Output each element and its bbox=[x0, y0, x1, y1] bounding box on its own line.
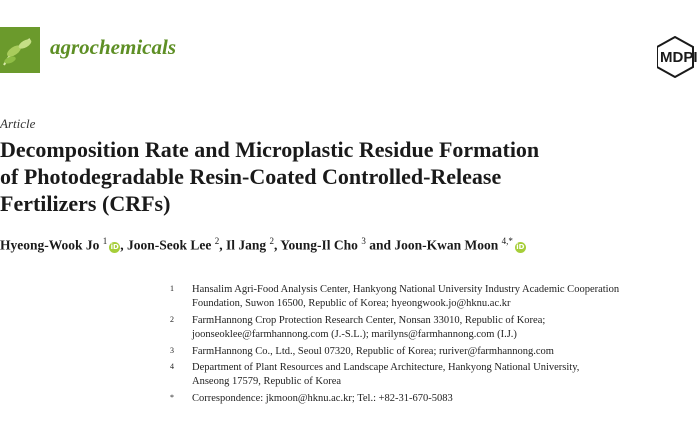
author-affiliation-marker: 2 bbox=[269, 236, 275, 246]
affiliation-number: * bbox=[170, 392, 174, 402]
author-name[interactable]: Joon-Kwan Moon bbox=[394, 237, 499, 253]
author-separator: and bbox=[365, 237, 395, 253]
title-line: of Photodegradable Resin-Coated Controlled-Release bbox=[0, 164, 502, 189]
publisher-logo[interactable] bbox=[657, 36, 700, 78]
affiliation-text: Anseong 17579, Republic of Korea bbox=[192, 376, 342, 388]
affiliation-list bbox=[170, 283, 695, 408]
title-line: Fertilizers (CRFs) bbox=[0, 191, 171, 216]
affiliation-text: FarmHannong Co., Ltd., Seoul 07320, Republic of Korea; ruriver@farmhannong.com bbox=[192, 345, 554, 357]
publisher-name: MDPI bbox=[660, 49, 698, 66]
title-line: Decomposition Rate and Microplastic Residue Formation bbox=[0, 137, 540, 162]
author-affiliation-marker: 3 bbox=[361, 236, 366, 246]
affiliation-text: FarmHannong Crop Protection Research Center, Nonsan 33010, Republic of Korea; bbox=[192, 314, 546, 326]
author-affiliation-marker: 2 bbox=[214, 236, 220, 246]
affiliation-number: 4 bbox=[170, 362, 174, 372]
author-separator: , bbox=[120, 237, 128, 253]
author-name[interactable]: Il Jang bbox=[226, 237, 267, 253]
author-name[interactable]: Hyeong-Wook Jo bbox=[0, 237, 100, 253]
journal-logo-icon bbox=[0, 27, 40, 73]
article-type-label: Article bbox=[0, 116, 36, 131]
journal-name[interactable]: agrochemicals bbox=[50, 35, 176, 59]
affiliation-text: Foundation, Suwon 16500, Republic of Korea; hyeongwook.jo@hknu.ac.kr bbox=[192, 298, 511, 310]
orcid-icon[interactable]: iD bbox=[110, 242, 119, 251]
affiliation-text: Department of Plant Resources and Landscape Architecture, Hankyong National University, bbox=[192, 362, 580, 374]
author-list bbox=[0, 236, 526, 254]
affiliation-number: 2 bbox=[170, 314, 174, 324]
orcid-icon[interactable]: iD bbox=[516, 242, 525, 251]
affiliation-text: Correspondence: jkmoon@hknu.ac.kr; Tel.: +82-31-670-5083 bbox=[192, 392, 453, 404]
affiliation-number: 3 bbox=[170, 345, 174, 355]
author-name[interactable]: Young-Il Cho bbox=[280, 237, 358, 253]
affiliation-text: Hansalim Agri-Food Analysis Center, Hankyong National University Industry Academic Cooperation bbox=[192, 284, 620, 295]
affiliation-item bbox=[170, 361, 695, 390]
author-name[interactable]: Joon-Seok Lee bbox=[127, 237, 212, 253]
paper-title bbox=[0, 136, 690, 217]
author-affiliation-marker: 4,* bbox=[501, 236, 513, 246]
affiliation-item bbox=[170, 392, 695, 406]
affiliation-item bbox=[170, 283, 695, 312]
affiliation-item bbox=[170, 345, 695, 359]
affiliation-item bbox=[170, 314, 695, 343]
affiliation-number: 1 bbox=[170, 284, 174, 293]
affiliation-text: joonseoklee@farmhannong.com (J.-S.L.); marilyns@farmhannong.com (I.J.) bbox=[192, 329, 517, 341]
author-affiliation-marker: 1 bbox=[102, 236, 108, 246]
author-separator: , bbox=[219, 237, 227, 253]
author-separator: , bbox=[274, 237, 281, 253]
